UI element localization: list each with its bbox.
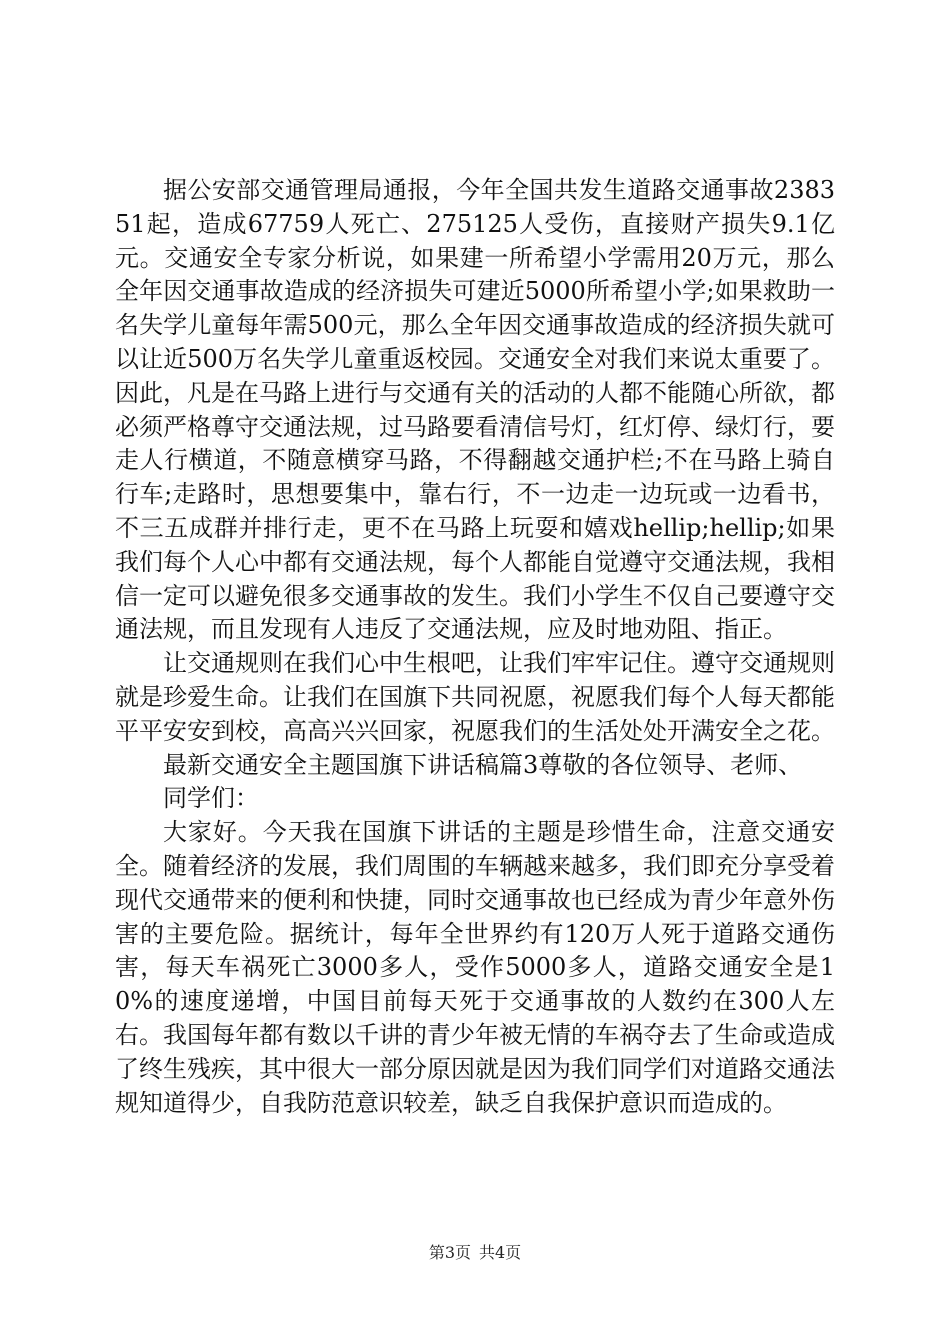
paragraph-greeting: 同学们： xyxy=(163,784,259,813)
paragraph-speech-body: 大家好。今天我在国旗下讲话的主题是珍惜生命，注意交通安全。随着经济的发展，我们周围的车辆越来越多，我们即充分享受着现代交通带来的便利和快捷，同时交通事故也已经成为青少年意外伤害的主要危险。据统计，每年全世界约有120万人死于道路交通伤害，每天车祸死亡3000多人，受作5000多人，道路交通安全是10%的速度递增，中国目前每天死于交通事故的人数约在300人左右。我国每年都有数以千讲的青少年被无情的车祸夺去了生命或造成了终生残疾，其中很大一部分原因就是因为我们同学们对道路交通法规知道得少，自我防范意识较差，缺乏自我保护意识而造成的。 xyxy=(115,818,835,1117)
page-total: 共4页 xyxy=(479,1243,522,1262)
paragraph-traffic-rules-wish: 让交通规则在我们心中生根吧，让我们牢牢记住。遵守交通规则就是珍爱生命。让我们在国旗下共同祝愿，祝愿我们每个人每天都能平平安安到校，高高兴兴回家，祝愿我们的生活处处开满安全之花。 xyxy=(115,649,835,745)
page-footer xyxy=(0,1243,950,1263)
page-number: 第3页 xyxy=(428,1243,471,1262)
paragraph-speech-3-title: 最新交通安全主题国旗下讲话稿篇3尊敬的各位领导、老师、 xyxy=(163,750,803,779)
paragraph-traffic-statistics: 据公安部交通管理局通报，今年全国共发生道路交通事故238351起，造成67759人死亡、275125人受伤，直接财产损失9.1亿元。交通安全专家分析说，如果建一所希望小学需用20万元，那么全年因交通事故造成的经济损失可建近5000所希望小学;如果救助一名失学儿童每年需500元，那么全年因交通事故造成的经济损失就可以让近500万名失学儿童重返校园。交通安全对我们来说太重要了。因此，凡是在马路上进行与交通有关的活动的人都不能随心所欲，都必须严格尊守交通法规，过马路要看清信号灯，红灯停、绿灯行，要走人行横道，不随意横穿马路，不得翻越交通护栏;不在马路上骑自行车;走路时，思想要集中，靠右行，不一边走一边玩或一边看书，不三五成群并排行走，更不在马路上玩耍和嬉戏hellip;hellip;如果我们每个人心中都有交通法规，每个人都能自觉遵守交通法规，我相信一定可以避免很多交通事故的发生。我们小学生不仅自己要遵守交通法规，而且发现有人违反了交通法规，应及时地劝阻、指正。 xyxy=(115,176,835,644)
document-body xyxy=(115,174,835,1120)
